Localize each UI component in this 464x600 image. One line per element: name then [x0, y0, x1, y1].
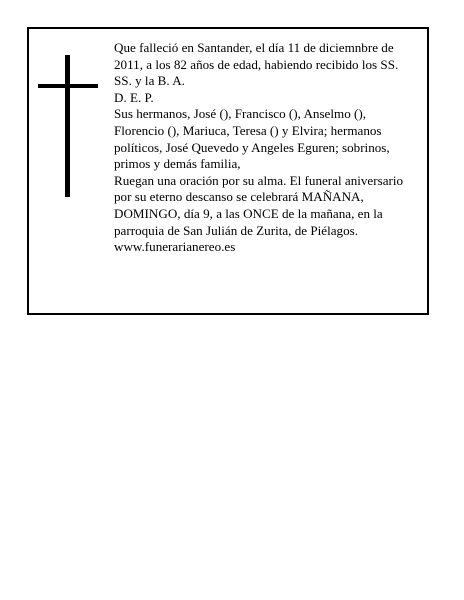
- obituary-line-funeral-2: DOMINGO, día 9, a las ONCE de la mañana, en la: [114, 205, 383, 221]
- obituary-line-siblings-1: Sus hermanos, José (), Francisco (), Anselmo (),: [114, 106, 367, 122]
- obituary-line-rip: D. E. P.: [114, 89, 154, 105]
- obituary-line-age: 2011, a los 82 años de edad, habiendo recibido los SS.: [114, 56, 399, 72]
- obituary-line-death-place: Que falleció en Santander, el día 11 de diciemnbre de: [114, 40, 394, 55]
- obituary-line-parish: parroquia de San Julián de Zurita, de Piélagos.: [114, 222, 358, 238]
- obituary-text: [114, 40, 414, 256]
- obituary-line-in-laws: políticos, José Quevedo y Angeles Eguren; sobrinos,: [114, 139, 390, 155]
- funeral-home-website-link[interactable]: www.funerarianereo.es: [114, 239, 236, 255]
- obituary-line-siblings-2: Florencio (), Mariuca, Teresa () y Elvira; hermanos: [114, 122, 382, 138]
- obituary-line-funeral-1: por su eterno descanso se celebrará MAÑANA,: [114, 189, 364, 205]
- cross-horizontal-bar: [38, 84, 98, 88]
- cross-icon: [38, 55, 98, 197]
- cross-vertical-bar: [65, 55, 70, 197]
- obituary-line-family: primos y demás familia,: [114, 156, 241, 172]
- obituary-line-prayer: Ruegan una oración por su alma. El funeral aniversario: [114, 172, 404, 188]
- obituary-line-sacraments: SS. y la B. A.: [114, 73, 185, 89]
